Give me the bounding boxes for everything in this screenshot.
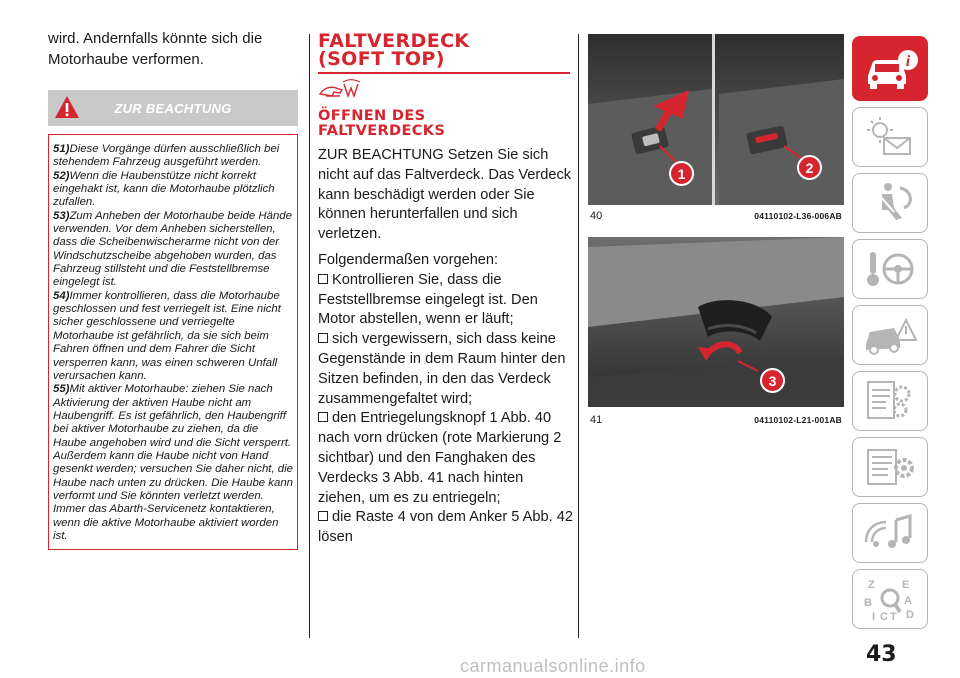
step-text: Kontrollieren Sie, dass die Feststellbremse eingelegt ist. Den Motor abstellen, wenn er läuft; — [318, 271, 538, 328]
body-text — [318, 146, 574, 548]
checkbox-bullet-icon — [318, 333, 328, 343]
warning-text: Diese Vorgänge dürfen ausschließlich bei stehendem Fahrzeug ausgeführt werden. — [53, 143, 280, 169]
specs-gears-icon — [858, 442, 922, 492]
tab-multimedia[interactable] — [852, 503, 928, 563]
warning-text: Zum Anheben der Motorhaube beide Hände verwenden. Vor dem Anheben sicherstellen, dass die Scheibenwischerarme nicht von der Windschutzscheibe abgehoben wurden, das Fahrzeug stillsteht und die Feststellbremse eingelegt ist. — [53, 209, 292, 289]
warning-item — [53, 383, 294, 543]
step-text: den Entriegelungsknopf 1 Abb. 40 nach vorn drücken (rote Markierung 2 sichtbar) und den Fanghaken des Verdecks 3 Abb. 41 nach hinten ziehen, um es zu entriegeln; — [318, 410, 562, 506]
warning-header — [48, 90, 298, 126]
figure-code: 04110102-L36-006AB — [754, 211, 842, 221]
car-info-icon — [858, 44, 922, 94]
warning-text: Immer kontrollieren, dass die Motorhaube geschlossen und fest verriegelt ist. Eine nicht sicher geschlossene und verriegelte Motorhaube ist gefährlich, da sie sich beim Fahren öffnen und dem Fahrer die Sicht versperren kann, was einen schweren Unfall verursachen kann. — [53, 289, 281, 382]
step-item — [318, 508, 574, 548]
svg-text:E: E — [902, 579, 910, 591]
soft-top-hand-icon — [318, 78, 362, 100]
section-title — [318, 32, 574, 68]
figure-40-caption — [590, 209, 842, 223]
figure-code: 04110102-L21-001AB — [754, 415, 842, 425]
callout-2-badge: 2 — [797, 155, 822, 180]
tab-starting-driving[interactable] — [852, 239, 928, 299]
figure-41-caption — [590, 413, 842, 427]
warning-number: 55) — [53, 383, 70, 396]
tab-car-info[interactable] — [852, 36, 928, 101]
emergency-car-icon — [858, 310, 922, 360]
svg-text:I: I — [872, 611, 876, 623]
svg-text:D: D — [906, 609, 914, 621]
key-steering-icon — [858, 244, 922, 294]
figure-number: 41 — [590, 414, 603, 426]
step-item — [318, 409, 574, 508]
index-search-icon — [858, 574, 922, 624]
subsection-title-line: ÖFFNEN DES — [318, 107, 426, 124]
svg-text:T: T — [890, 611, 897, 623]
warning-number: 53) — [53, 209, 70, 222]
paragraph: Folgendermaßen vorgehen: — [318, 251, 499, 268]
checkbox-bullet-icon — [318, 412, 328, 422]
section-title-line: (SOFT TOP) — [318, 48, 445, 70]
tab-dashboard[interactable] — [852, 107, 928, 167]
callout-3-badge: 3 — [760, 368, 785, 393]
section-rule — [318, 72, 570, 74]
warning-item — [53, 143, 294, 170]
svg-text:B: B — [864, 597, 872, 609]
warning-box — [48, 134, 298, 550]
maintenance-icon — [858, 376, 922, 426]
watermark-text: carmanualsonline.info — [460, 656, 646, 676]
column-divider — [309, 34, 310, 638]
dashboard-warning-icon — [858, 112, 922, 162]
figure-41-image — [588, 237, 844, 407]
middle-column — [318, 32, 574, 548]
warning-number: 51) — [53, 143, 70, 155]
svg-text:i: i — [905, 52, 911, 70]
warning-title: ZUR BEACHTUNG — [114, 100, 232, 116]
left-column — [48, 28, 298, 550]
figure-41-drawing — [588, 237, 844, 407]
step-text: sich vergewissern, sich dass keine Gegenstände in dem Raum hinter den Sitzen befinden, in den das Verdeck zusammengefaltet wird; — [318, 331, 566, 407]
svg-text:A: A — [904, 595, 912, 607]
checkbox-bullet-icon — [318, 511, 328, 521]
svg-text:C: C — [880, 611, 888, 623]
step-item — [318, 330, 574, 409]
warning-text: Mit aktiver Motorhaube: ziehen Sie nach Aktivierung der aktiven Haube nicht am Haubengriff. Es ist gefährlich, den Haubengriff bei aktiver Motorhaube zu ziehen, da die Haube angehoben wird und die Sicht versperrt. Außerdem kann die Haube nicht von Hand gesenkt werden; versuchen Sie daher nicht, die Haube nach unten zu drücken. Die Haube kann verformt und Sie könnten verletzt werden. Immer das Abarth-Servicenetz kontaktieren, wenn die aktive Motorhaube aktiviert worden ist. — [53, 383, 293, 542]
callout-1-badge: 1 — [669, 161, 694, 186]
section-title-line: FALTVERDECK — [318, 30, 470, 52]
warning-item — [53, 290, 294, 383]
step-text: die Raste 4 von dem Anker 5 Abb. 42 lösen — [318, 509, 573, 546]
subsection-title-line: FALTVERDECKS — [318, 122, 446, 139]
page-number: 43 — [866, 642, 897, 667]
paragraph: ZUR BEACHTUNG Setzen Sie sich nicht auf das Faltverdeck. Das Verdeck kann beschädigt werden oder Sie können herunterfallen und sich verletzen. — [318, 147, 572, 243]
tab-maintenance[interactable] — [852, 371, 928, 431]
warning-number: 52) — [53, 169, 70, 182]
intro-text: wird. Andernfalls könnte sich die Motorhaube verformen. — [48, 30, 263, 68]
warning-number: 54) — [53, 289, 70, 302]
tab-index[interactable] — [852, 569, 928, 629]
warning-item — [53, 210, 294, 290]
step-item — [318, 271, 574, 330]
figure-number: 40 — [590, 210, 603, 222]
multimedia-icon — [858, 508, 922, 558]
figure-40-image — [588, 34, 844, 205]
tab-safety[interactable] — [852, 173, 928, 233]
checkbox-bullet-icon — [318, 274, 328, 284]
chapter-tabs — [852, 36, 930, 635]
warning-text: Wenn die Haubenstütze nicht korrekt eingehakt ist, kann die Motorhaube plötzlich zufallen. — [53, 169, 275, 209]
svg-text:Z: Z — [868, 579, 875, 591]
subsection-title — [318, 108, 574, 138]
tab-emergency[interactable] — [852, 305, 928, 365]
column-divider — [578, 34, 579, 638]
tab-technical-data[interactable] — [852, 437, 928, 497]
warning-triangle-icon — [54, 94, 80, 120]
warning-item — [53, 170, 294, 210]
airbag-safety-icon — [858, 178, 922, 228]
